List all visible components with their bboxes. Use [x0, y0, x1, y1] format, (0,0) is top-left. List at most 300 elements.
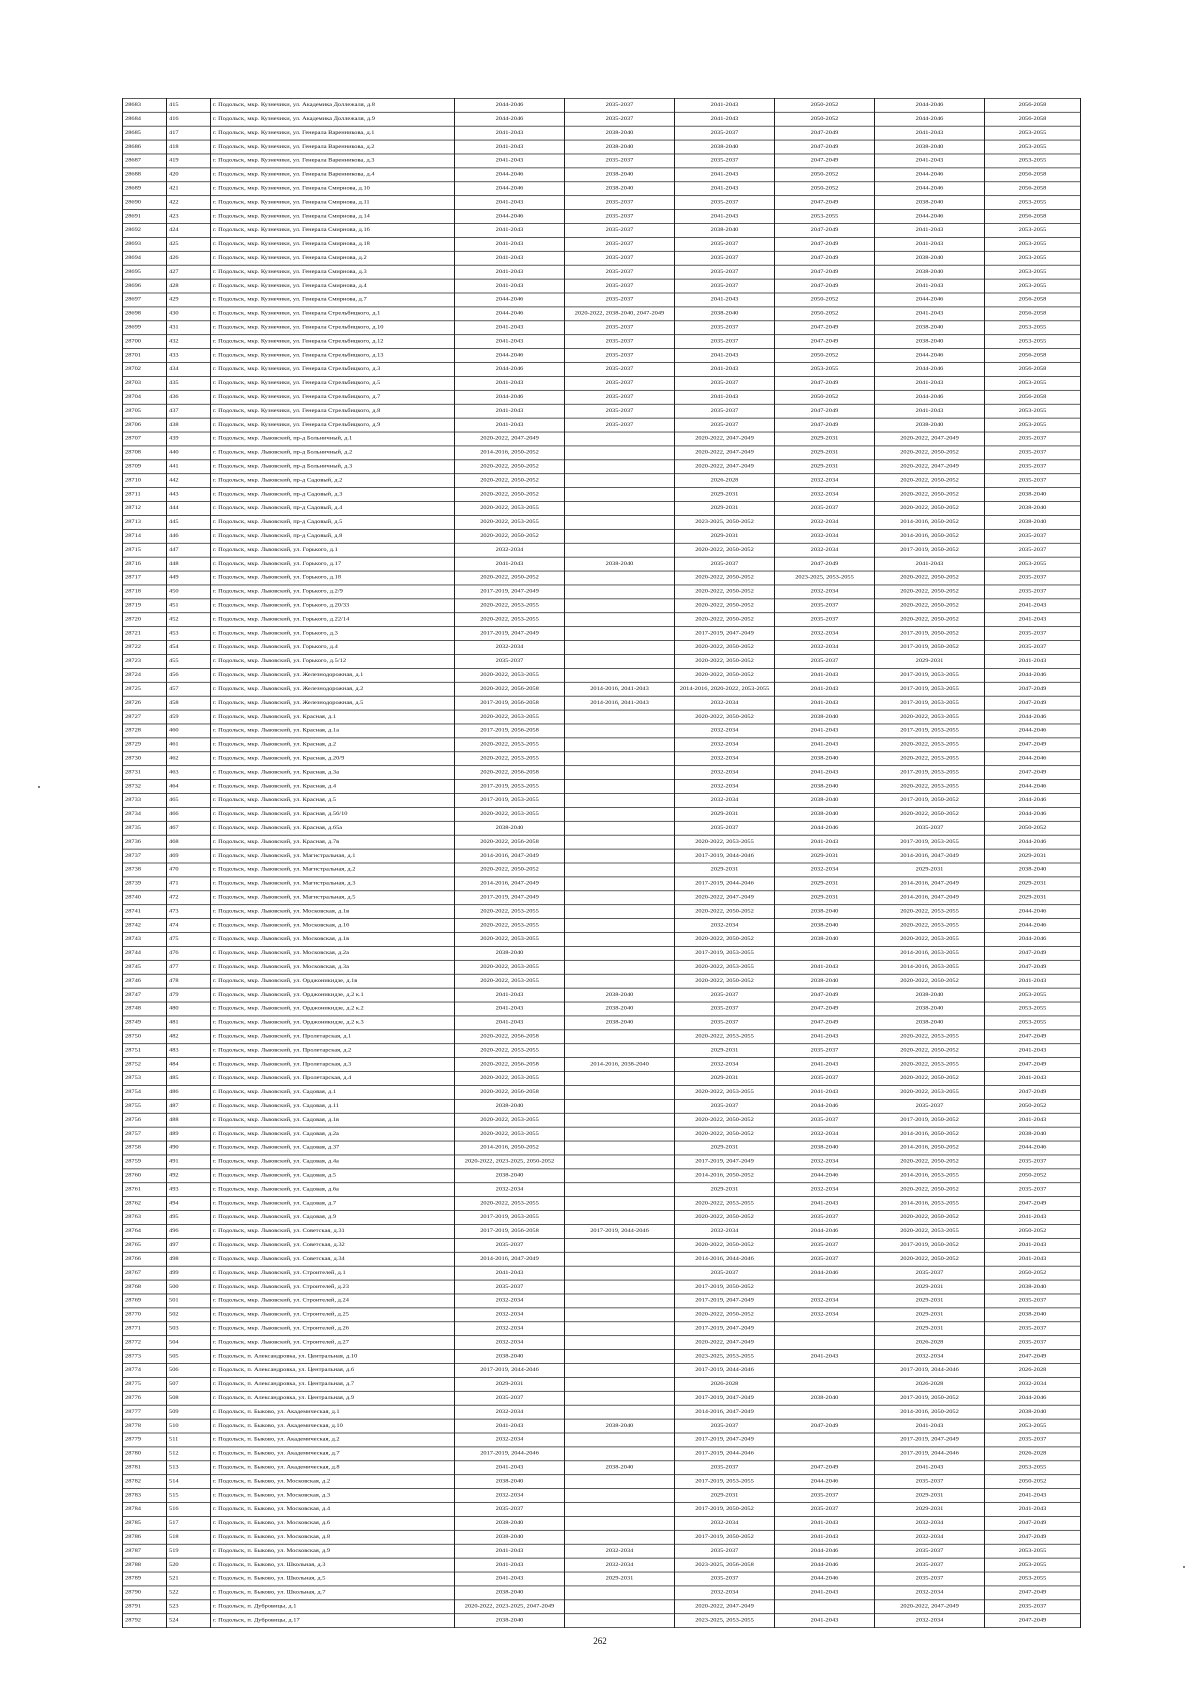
period-cell-5: 2017-2019, 2050-2052 [875, 627, 985, 641]
table-row [123, 627, 1081, 641]
period-cell-4: 2041-2043 [775, 1614, 875, 1628]
period-cell-1: 2017-2019, 2047-2049 [455, 891, 565, 905]
period-cell-5: 2017-2019, 2050-2052 [875, 1238, 985, 1252]
address-cell: г. Подольск, мкр. Львовский, ул. Садовая, д.37 [211, 1141, 455, 1155]
period-cell-1: 2032-2034 [455, 1336, 565, 1350]
table-row [123, 1141, 1081, 1155]
item-number-cell: 422 [167, 196, 211, 210]
address-cell: г. Подольск, мкр. Львовский, ул. Садовая, д.1 [211, 1085, 455, 1099]
record-id-cell: 28737 [123, 849, 167, 863]
period-cell-1: 2014-2016, 2050-2052 [455, 446, 565, 460]
period-cell-5: 2041-2043 [875, 126, 985, 140]
period-cell-1: 2020-2022, 2053-2055 [455, 974, 565, 988]
record-id-cell: 28755 [123, 1099, 167, 1113]
period-cell-3: 2023-2025, 2056-2058 [675, 1558, 775, 1572]
period-cell-3: 2020-2022, 2050-2052 [675, 543, 775, 557]
item-number-cell: 420 [167, 168, 211, 182]
period-cell-6: 2038-2040 [985, 1280, 1081, 1294]
item-number-cell: 515 [167, 1489, 211, 1503]
period-cell-2: 2035-2037 [565, 237, 675, 251]
period-cell-6: 2044-2046 [985, 668, 1081, 682]
table-row [123, 780, 1081, 794]
period-cell-6: 2053-2055 [985, 223, 1081, 237]
period-cell-2 [565, 905, 675, 919]
period-cell-5: 2038-2040 [875, 140, 985, 154]
period-cell-1: 2032-2034 [455, 1405, 565, 1419]
period-cell-5: 2017-2019, 2053-2055 [875, 682, 985, 696]
period-cell-3: 2029-2031 [675, 863, 775, 877]
period-cell-1: 2020-2022, 2023-2025, 2050-2052 [455, 1155, 565, 1169]
period-cell-3: 2023-2025, 2050-2052 [675, 515, 775, 529]
period-cell-4: 2050-2052 [775, 112, 875, 126]
table-row [123, 807, 1081, 821]
address-cell: г. Подольск, мкр. Львовский, ул. Садовая, д.11 [211, 1099, 455, 1113]
period-cell-3: 2032-2034 [675, 1224, 775, 1238]
period-cell-4: 2035-2037 [775, 1113, 875, 1127]
address-cell: г. Подольск, п. Быково, ул. Школьная, д.7 [211, 1586, 455, 1600]
table-row [123, 1169, 1081, 1183]
period-cell-5: 2038-2040 [875, 196, 985, 210]
period-cell-5: 2014-2016, 2050-2052 [875, 1127, 985, 1141]
table-row [123, 682, 1081, 696]
period-cell-4: 2047-2049 [775, 321, 875, 335]
period-cell-1: 2041-2043 [455, 1419, 565, 1433]
period-cell-3: 2035-2037 [675, 1002, 775, 1016]
record-id-cell: 28775 [123, 1377, 167, 1391]
period-cell-1: 2017-2019, 2044-2046 [455, 1447, 565, 1461]
table-row [123, 1127, 1081, 1141]
item-number-cell: 495 [167, 1211, 211, 1225]
item-number-cell: 511 [167, 1433, 211, 1447]
period-cell-4 [775, 1336, 875, 1350]
table-row [123, 321, 1081, 335]
item-number-cell: 419 [167, 154, 211, 168]
period-cell-4: 2050-2052 [775, 390, 875, 404]
period-cell-5: 2020-2022, 2053-2055 [875, 710, 985, 724]
address-cell: г. Подольск, мкр. Львовский, ул. Московская, д.1в [211, 905, 455, 919]
table-row [123, 98, 1081, 112]
record-id-cell: 28760 [123, 1169, 167, 1183]
item-number-cell: 523 [167, 1600, 211, 1614]
period-cell-2 [565, 1350, 675, 1364]
period-cell-4: 2050-2052 [775, 168, 875, 182]
period-cell-2 [565, 446, 675, 460]
period-cell-3: 2041-2043 [675, 349, 775, 363]
period-cell-5: 2020-2022, 2053-2055 [875, 919, 985, 933]
period-cell-1: 2017-2019, 2053-2055 [455, 780, 565, 794]
item-number-cell: 431 [167, 321, 211, 335]
period-cell-3: 2020-2022, 2050-2052 [675, 1127, 775, 1141]
period-cell-5: 2020-2022, 2047-2049 [875, 1600, 985, 1614]
table-row [123, 1183, 1081, 1197]
table-row [123, 557, 1081, 571]
period-cell-4: 2047-2049 [775, 376, 875, 390]
address-cell: г. Подольск, мкр. Львовский, ул. Пролетарская, д.2 [211, 1044, 455, 1058]
table-row [123, 613, 1081, 627]
period-cell-1: 2044-2046 [455, 307, 565, 321]
item-number-cell: 491 [167, 1155, 211, 1169]
item-number-cell: 462 [167, 752, 211, 766]
record-id-cell: 28700 [123, 335, 167, 349]
period-cell-6: 2038-2040 [985, 488, 1081, 502]
period-cell-6: 2035-2037 [985, 1336, 1081, 1350]
period-cell-5: 2044-2046 [875, 210, 985, 224]
item-number-cell: 522 [167, 1586, 211, 1600]
table-row [123, 404, 1081, 418]
period-cell-3: 2035-2037 [675, 821, 775, 835]
period-cell-6: 2041-2043 [985, 974, 1081, 988]
period-cell-6: 2035-2037 [985, 432, 1081, 446]
period-cell-6: 2041-2043 [985, 613, 1081, 627]
period-cell-5: 2041-2043 [875, 1461, 985, 1475]
item-number-cell: 477 [167, 960, 211, 974]
table-row [123, 1572, 1081, 1586]
address-cell: г. Подольск, п. Быково, ул. Академическая, д.2 [211, 1433, 455, 1447]
period-cell-6: 2047-2049 [985, 960, 1081, 974]
table-row [123, 446, 1081, 460]
table-row [123, 223, 1081, 237]
address-cell: г. Подольск, мкр. Львовский, ул. Магистральная, д.2 [211, 863, 455, 877]
address-cell: г. Подольск, мкр. Львовский, ул. Красная, д.2 [211, 738, 455, 752]
period-cell-3: 2026-2028 [675, 474, 775, 488]
address-cell: г. Подольск, мкр. Львовский, ул. Строителей, д.27 [211, 1336, 455, 1350]
period-cell-2: 2035-2037 [565, 335, 675, 349]
period-cell-4: 2044-2046 [775, 1558, 875, 1572]
period-cell-4: 2035-2037 [775, 1489, 875, 1503]
period-cell-5: 2044-2046 [875, 182, 985, 196]
period-cell-1: 2017-2019, 2047-2049 [455, 585, 565, 599]
address-cell: г. Подольск, мкр. Львовский, ул. Горького, д.2/9 [211, 585, 455, 599]
period-cell-4: 2032-2034 [775, 1127, 875, 1141]
table-row [123, 543, 1081, 557]
period-cell-2 [565, 627, 675, 641]
period-cell-4: 2047-2049 [775, 251, 875, 265]
item-number-cell: 509 [167, 1405, 211, 1419]
period-cell-1: 2041-2043 [455, 1266, 565, 1280]
record-id-cell: 28716 [123, 557, 167, 571]
record-id-cell: 28764 [123, 1224, 167, 1238]
table-row [123, 863, 1081, 877]
period-cell-3: 2014-2016, 2044-2046 [675, 1252, 775, 1266]
period-cell-6: 2038-2040 [985, 1308, 1081, 1322]
period-cell-2 [565, 1336, 675, 1350]
address-cell: г. Подольск, мкр. Львовский, ул. Садовая, д.5 [211, 1169, 455, 1183]
period-cell-3: 2029-2031 [675, 502, 775, 516]
period-cell-5: 2029-2031 [875, 1503, 985, 1517]
period-cell-6: 2050-2052 [985, 1266, 1081, 1280]
period-cell-4 [775, 1405, 875, 1419]
period-cell-6: 2041-2043 [985, 1503, 1081, 1517]
address-cell: г. Подольск, мкр. Львовский, пр-д Садовый, д.2 [211, 474, 455, 488]
period-cell-5: 2029-2031 [875, 1308, 985, 1322]
period-cell-6: 2035-2037 [985, 1155, 1081, 1169]
item-number-cell: 497 [167, 1238, 211, 1252]
period-cell-3: 2017-2019, 2044-2046 [675, 1447, 775, 1461]
period-cell-1: 2014-2016, 2047-2049 [455, 877, 565, 891]
record-id-cell: 28722 [123, 641, 167, 655]
period-cell-4: 2047-2049 [775, 335, 875, 349]
period-cell-4: 2029-2031 [775, 877, 875, 891]
record-id-cell: 28751 [123, 1044, 167, 1058]
period-cell-6: 2041-2043 [985, 654, 1081, 668]
period-cell-3: 2035-2037 [675, 335, 775, 349]
period-cell-1: 2020-2022, 2047-2049 [455, 432, 565, 446]
period-cell-2 [565, 488, 675, 502]
period-cell-6: 2047-2049 [985, 946, 1081, 960]
period-cell-5: 2026-2028 [875, 1377, 985, 1391]
period-cell-2: 2038-2040 [565, 1016, 675, 1030]
period-cell-3: 2035-2037 [675, 1016, 775, 1030]
period-cell-2: 2014-2016, 2041-2043 [565, 682, 675, 696]
record-id-cell: 28788 [123, 1558, 167, 1572]
item-number-cell: 521 [167, 1572, 211, 1586]
period-cell-1: 2020-2022, 2053-2055 [455, 905, 565, 919]
period-cell-6: 2047-2049 [985, 738, 1081, 752]
address-cell: г. Подольск, мкр. Кузнечики, ул. Генерала Стрельбицкого, д.12 [211, 335, 455, 349]
record-id-cell: 28754 [123, 1085, 167, 1099]
period-cell-2 [565, 793, 675, 807]
period-cell-4: 2041-2043 [775, 724, 875, 738]
item-number-cell: 450 [167, 585, 211, 599]
period-cell-2: 2038-2040 [565, 182, 675, 196]
schedule-table [122, 98, 1081, 1628]
period-cell-3: 2032-2034 [675, 738, 775, 752]
period-cell-4: 2032-2034 [775, 488, 875, 502]
period-cell-1: 2041-2043 [455, 140, 565, 154]
period-cell-1: 2035-2037 [455, 1280, 565, 1294]
item-number-cell: 479 [167, 988, 211, 1002]
item-number-cell: 496 [167, 1224, 211, 1238]
period-cell-6: 2044-2046 [985, 752, 1081, 766]
period-cell-3: 2020-2022, 2050-2052 [675, 668, 775, 682]
period-cell-6: 2053-2055 [985, 376, 1081, 390]
address-cell: г. Подольск, мкр. Львовский, ул. Строителей, д.26 [211, 1322, 455, 1336]
period-cell-5: 2032-2034 [875, 1530, 985, 1544]
period-cell-6: 2050-2052 [985, 1475, 1081, 1489]
period-cell-6: 2041-2043 [985, 1252, 1081, 1266]
table-row [123, 1405, 1081, 1419]
period-cell-3: 2035-2037 [675, 1572, 775, 1586]
address-cell: г. Подольск, мкр. Львовский, ул. Красная, д.20/9 [211, 752, 455, 766]
period-cell-5: 2017-2019, 2050-2052 [875, 793, 985, 807]
period-cell-2 [565, 1211, 675, 1225]
record-id-cell: 28713 [123, 515, 167, 529]
period-cell-3: 2041-2043 [675, 112, 775, 126]
table-row [123, 265, 1081, 279]
address-cell: г. Подольск, мкр. Львовский, ул. Советская, д.34 [211, 1252, 455, 1266]
item-number-cell: 418 [167, 140, 211, 154]
address-cell: г. Подольск, мкр. Львовский, ул. Горького, д.5/12 [211, 654, 455, 668]
period-cell-6: 2026-2028 [985, 1447, 1081, 1461]
period-cell-4: 2041-2043 [775, 1197, 875, 1211]
period-cell-4: 2044-2046 [775, 1544, 875, 1558]
item-number-cell: 426 [167, 251, 211, 265]
period-cell-5: 2035-2037 [875, 1544, 985, 1558]
period-cell-3: 2023-2025, 2053-2055 [675, 1350, 775, 1364]
period-cell-6: 2056-2058 [985, 363, 1081, 377]
table-row [123, 237, 1081, 251]
table-row [123, 1461, 1081, 1475]
address-cell: г. Подольск, мкр. Львовский, ул. Орджоникидзе, д.2 к.2 [211, 1002, 455, 1016]
period-cell-4 [775, 1377, 875, 1391]
record-id-cell: 28746 [123, 974, 167, 988]
period-cell-4: 2044-2046 [775, 1224, 875, 1238]
address-cell: г. Подольск, мкр. Львовский, ул. Строителей, д.24 [211, 1294, 455, 1308]
period-cell-4: 2050-2052 [775, 98, 875, 112]
item-number-cell: 459 [167, 710, 211, 724]
item-number-cell: 453 [167, 627, 211, 641]
period-cell-4: 2038-2040 [775, 710, 875, 724]
record-id-cell: 28787 [123, 1544, 167, 1558]
period-cell-5: 2020-2022, 2050-2052 [875, 488, 985, 502]
period-cell-4: 2035-2037 [775, 654, 875, 668]
period-cell-4: 2032-2034 [775, 641, 875, 655]
address-cell: г. Подольск, п. Александровка, ул. Центральная, д.9 [211, 1391, 455, 1405]
record-id-cell: 28758 [123, 1141, 167, 1155]
period-cell-5: 2041-2043 [875, 307, 985, 321]
period-cell-4: 2050-2052 [775, 349, 875, 363]
period-cell-5: 2014-2016, 2050-2052 [875, 515, 985, 529]
period-cell-1: 2041-2043 [455, 265, 565, 279]
period-cell-2: 2038-2040 [565, 1461, 675, 1475]
period-cell-5: 2041-2043 [875, 154, 985, 168]
period-cell-4: 2050-2052 [775, 307, 875, 321]
period-cell-2 [565, 1044, 675, 1058]
period-cell-2: 2035-2037 [565, 376, 675, 390]
address-cell: г. Подольск, мкр. Кузнечики, ул. Генерала Стрельбицкого, д.3 [211, 363, 455, 377]
period-cell-1: 2041-2043 [455, 279, 565, 293]
period-cell-5: 2026-2028 [875, 1336, 985, 1350]
period-cell-1: 2014-2016, 2047-2049 [455, 1252, 565, 1266]
period-cell-1: 2020-2022, 2056-2058 [455, 766, 565, 780]
period-cell-6: 2035-2037 [985, 1322, 1081, 1336]
period-cell-2 [565, 891, 675, 905]
period-cell-3: 2035-2037 [675, 1099, 775, 1113]
address-cell: г. Подольск, мкр. Львовский, ул. Горького, д.17 [211, 557, 455, 571]
period-cell-1: 2041-2043 [455, 557, 565, 571]
item-number-cell: 457 [167, 682, 211, 696]
period-cell-6: 2047-2049 [985, 1030, 1081, 1044]
period-cell-4: 2047-2049 [775, 223, 875, 237]
item-number-cell: 458 [167, 696, 211, 710]
period-cell-5: 2020-2022, 2050-2052 [875, 502, 985, 516]
record-id-cell: 28705 [123, 404, 167, 418]
period-cell-5: 2014-2016, 2047-2049 [875, 891, 985, 905]
period-cell-6: 2056-2058 [985, 168, 1081, 182]
period-cell-4: 2044-2046 [775, 1475, 875, 1489]
period-cell-6: 2056-2058 [985, 182, 1081, 196]
period-cell-1: 2041-2043 [455, 237, 565, 251]
period-cell-2: 2035-2037 [565, 293, 675, 307]
item-number-cell: 434 [167, 363, 211, 377]
record-id-cell: 28687 [123, 154, 167, 168]
period-cell-2 [565, 946, 675, 960]
period-cell-5: 2029-2031 [875, 654, 985, 668]
table-row [123, 335, 1081, 349]
period-cell-2: 2035-2037 [565, 196, 675, 210]
period-cell-4: 2035-2037 [775, 502, 875, 516]
table-row [123, 793, 1081, 807]
record-id-cell: 28689 [123, 182, 167, 196]
period-cell-2 [565, 1308, 675, 1322]
period-cell-2 [565, 571, 675, 585]
table-row [123, 349, 1081, 363]
address-cell: г. Подольск, п. Быково, ул. Академическая, д.10 [211, 1419, 455, 1433]
period-cell-1: 2038-2040 [455, 1586, 565, 1600]
table-row [123, 1614, 1081, 1628]
period-cell-2: 2035-2037 [565, 251, 675, 265]
period-cell-1: 2032-2034 [455, 543, 565, 557]
period-cell-3: 2020-2022, 2053-2055 [675, 1085, 775, 1099]
period-cell-3: 2038-2040 [675, 140, 775, 154]
record-id-cell: 28720 [123, 613, 167, 627]
period-cell-4: 2029-2031 [775, 849, 875, 863]
period-cell-6: 2035-2037 [985, 529, 1081, 543]
period-cell-6: 2041-2043 [985, 1238, 1081, 1252]
item-number-cell: 499 [167, 1266, 211, 1280]
address-cell: г. Подольск, п. Быково, ул. Академическая, д.8 [211, 1461, 455, 1475]
item-number-cell: 427 [167, 265, 211, 279]
item-number-cell: 425 [167, 237, 211, 251]
period-cell-6: 2056-2058 [985, 112, 1081, 126]
period-cell-5: 2020-2022, 2050-2052 [875, 807, 985, 821]
period-cell-6: 2053-2055 [985, 1419, 1081, 1433]
period-cell-1: 2041-2043 [455, 335, 565, 349]
period-cell-5: 2035-2037 [875, 1099, 985, 1113]
period-cell-3: 2017-2019, 2047-2049 [675, 1155, 775, 1169]
address-cell: г. Подольск, мкр. Кузнечики, ул. Генерала Стрельбицкого, д.8 [211, 404, 455, 418]
period-cell-1: 2038-2040 [455, 1350, 565, 1364]
period-cell-4: 2050-2052 [775, 182, 875, 196]
period-cell-2 [565, 1280, 675, 1294]
address-cell: г. Подольск, п. Александровка, ул. Центральная, д.10 [211, 1350, 455, 1364]
period-cell-4: 2047-2049 [775, 1016, 875, 1030]
period-cell-3: 2017-2019, 2044-2046 [675, 849, 775, 863]
period-cell-4: 2038-2040 [775, 1141, 875, 1155]
period-cell-2: 2035-2037 [565, 98, 675, 112]
table-row [123, 1586, 1081, 1600]
period-cell-6: 2041-2043 [985, 1044, 1081, 1058]
record-id-cell: 28773 [123, 1350, 167, 1364]
period-cell-3: 2032-2034 [675, 696, 775, 710]
period-cell-5: 2014-2016, 2050-2052 [875, 1141, 985, 1155]
period-cell-1: 2020-2022, 2050-2052 [455, 529, 565, 543]
period-cell-6: 2053-2055 [985, 404, 1081, 418]
record-id-cell: 28688 [123, 168, 167, 182]
period-cell-5: 2020-2022, 2050-2052 [875, 1044, 985, 1058]
address-cell: г. Подольск, мкр. Львовский, ул. Железнодорожная, д.5 [211, 696, 455, 710]
period-cell-2 [565, 1169, 675, 1183]
address-cell: г. Подольск, мкр. Львовский, пр-д Больничный, д.3 [211, 460, 455, 474]
period-cell-3: 2035-2037 [675, 279, 775, 293]
period-cell-3: 2020-2022, 2050-2052 [675, 1113, 775, 1127]
period-cell-1: 2041-2043 [455, 988, 565, 1002]
period-cell-1: 2032-2034 [455, 641, 565, 655]
record-id-cell: 28762 [123, 1197, 167, 1211]
period-cell-3: 2035-2037 [675, 557, 775, 571]
period-cell-4: 2032-2034 [775, 474, 875, 488]
record-id-cell: 28745 [123, 960, 167, 974]
address-cell: г. Подольск, мкр. Кузнечики, ул. Генерала Смирнова, д.3 [211, 265, 455, 279]
address-cell: г. Подольск, мкр. Кузнечики, ул. Академика Доллежаля, д.9 [211, 112, 455, 126]
address-cell: г. Подольск, мкр. Львовский, ул. Пролетарская, д.1 [211, 1030, 455, 1044]
period-cell-1: 2020-2022, 2053-2055 [455, 613, 565, 627]
period-cell-2: 2038-2040 [565, 168, 675, 182]
address-cell: г. Подольск, мкр. Львовский, пр-д Садовый, д.8 [211, 529, 455, 543]
period-cell-2 [565, 1489, 675, 1503]
period-cell-4: 2038-2040 [775, 933, 875, 947]
item-number-cell: 428 [167, 279, 211, 293]
